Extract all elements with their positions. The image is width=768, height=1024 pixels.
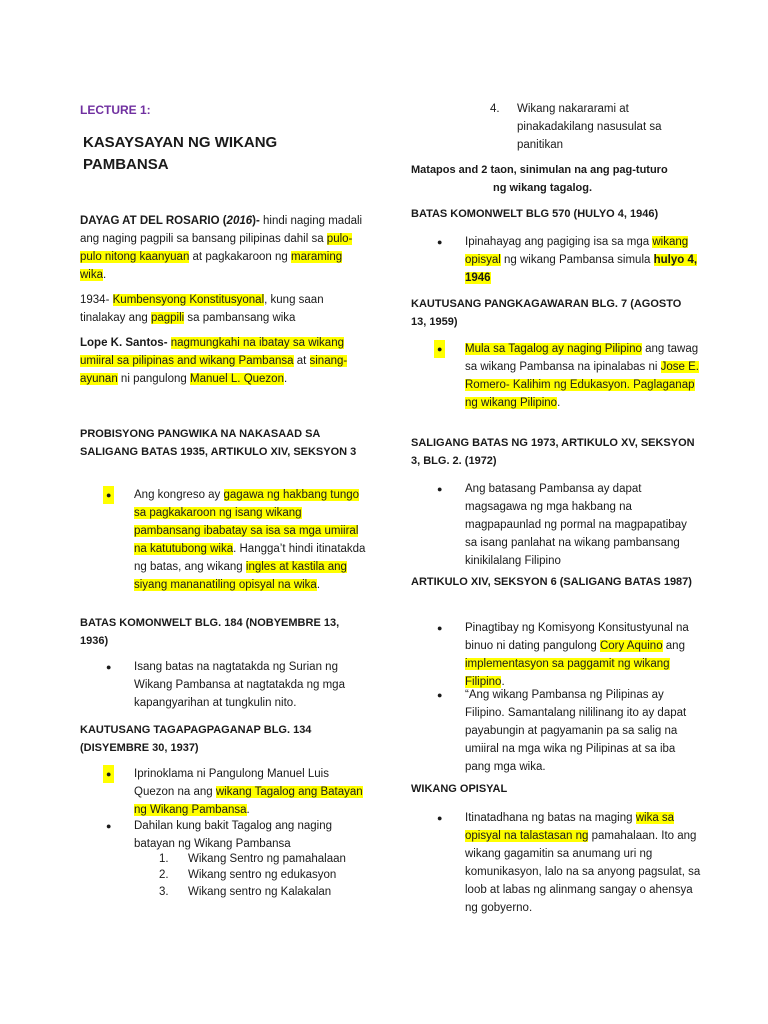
paragraph-text: , kung saan tinalakay ang	[80, 294, 324, 324]
bullet-text: . Hangga’t hindi itinatakda ng batas, ang wikang	[134, 543, 366, 573]
section-heading: BATAS KOMONWELT BLG 570 (HULYO 4, 1946)	[411, 208, 659, 220]
highlight: wikang opisyal	[465, 236, 689, 266]
item-text: Wikang sentro ng Kalakalan	[188, 886, 332, 898]
section-heading: ARTIKULO XIV, SEKSYON 6 (SALIGANG BATAS 1987)	[411, 576, 692, 588]
numbered-item	[411, 100, 697, 154]
highlight: hulyo 4, 1946	[465, 254, 698, 284]
highlight: pagpili	[150, 312, 185, 324]
bullet-text: .	[501, 676, 505, 688]
section-heading: SALIGANG BATAS NG 1973, ARTIKULO XV, SEKSYON 3, BLG. 2. (1972)	[411, 437, 695, 467]
bullet-icon: ●	[106, 821, 112, 831]
highlight: Jose E. Romero- Kalihim ng Edukasyon. Paglaganap ng wikang Pilipino	[465, 361, 699, 409]
bullet-item	[411, 619, 701, 691]
bullet-text: Ang batasang Pambansa ay dapat magsagawa ng mga hakbang na magpapaunlad ng pormal na magpapatibay sa isang panlahat na wikang pambansang kinikilalang Filipino	[465, 483, 687, 567]
highlight: implementasyon sa paggamit ng wikang Filipino	[465, 658, 670, 688]
bullet-icon: ●	[103, 765, 114, 783]
bullet-icon: ●	[437, 484, 443, 494]
bullet-text: Itinatadhana ng batas na maging	[465, 812, 636, 824]
bullet-text: Pinagtibay ng Komisyong Konsitustyunal na binuo ni dating pangulong	[465, 622, 689, 652]
highlight: wika sa opisyal na talastasan ng	[465, 812, 675, 842]
lecture-label: LECTURE 1:	[80, 103, 151, 117]
paragraph-text: hindi naging madali ang naging pagpili sa bansang pilipinas dahil sa	[80, 215, 363, 245]
bullet-icon: ●	[437, 813, 443, 823]
note-line-2: ng wikang tagalog.	[493, 182, 593, 194]
section-heading: WIKANG OPISYAL	[411, 783, 508, 795]
paragraph-text: ni pangulong	[117, 373, 190, 385]
bullet-icon: ●	[106, 662, 112, 672]
highlight: Manuel L. Quezon	[190, 373, 284, 385]
section-heading: PROBISYONG PANGWIKA NA NAKASAAD SA SALIGANG BATAS 1935, ARTIKULO XIV, SEKSYON 3	[80, 428, 357, 458]
paragraph-1934	[80, 291, 370, 327]
page-title	[83, 132, 343, 176]
bullet-icon: ●	[437, 623, 443, 633]
item-text: Wikang sentro ng edukasyon	[188, 869, 337, 881]
highlight: Cory Aquino	[599, 640, 663, 652]
bullet-text: Ang kongreso ay	[134, 489, 224, 501]
item-text: Wikang Sentro ng pamahalaan	[188, 853, 346, 865]
bullet-item	[411, 686, 701, 776]
bullet-text: ang	[662, 640, 685, 652]
numbered-item	[80, 866, 388, 884]
paragraph-dayag	[80, 212, 370, 284]
bullet-item	[80, 817, 370, 853]
paragraph-text: at pagkakaroon ng	[189, 251, 292, 263]
author-label: DAYAG AT DEL ROSARIO (	[80, 215, 227, 227]
paragraph-text: .	[103, 269, 107, 281]
bullet-item	[80, 486, 370, 594]
title-line-2: PAMBANSA	[83, 156, 169, 173]
bullet-item	[411, 340, 701, 412]
item-number: 2.	[159, 869, 169, 881]
bullet-icon: ●	[437, 690, 443, 700]
person-label: Lope K. Santos-	[80, 337, 168, 349]
highlight: Mula sa Tagalog ay naging Pilipino	[465, 343, 642, 355]
bullet-icon: ●	[434, 340, 445, 358]
note-line-1: Matapos and 2 taon, sinimulan na ang pag-tuturo	[411, 164, 668, 176]
section-heading: KAUTUSANG TAGAPAGPAGANAP BLG. 134 (DISYEMBRE 30, 1937)	[80, 724, 312, 754]
bullet-text: .	[246, 804, 250, 816]
highlight: sinang-ayunan	[80, 355, 348, 385]
highlight: gagawa ng hakbang tungo sa pagkakaroon ng isang wikang pambansang ibabatay sa isa sa mga umiiral na katutubong wika	[134, 489, 360, 555]
bullet-item	[411, 480, 701, 570]
bullet-text: Iprinoklama ni Pangulong Manuel Luis Quezon na ang	[134, 768, 329, 798]
paragraph-lope-santos	[80, 334, 370, 388]
bullet-text: Ipinahayag ang pagiging isa sa mga	[465, 236, 653, 248]
bullet-item	[80, 765, 370, 819]
bullet-text: ang tawag sa wikang Pambansa na ipinalabas ni	[465, 343, 699, 373]
author-year: 2016	[226, 215, 253, 227]
section-heading: KAUTUSANG PANGKAGAWARAN BLG. 7 (AGOSTO 13, 1959)	[411, 298, 682, 328]
highlight: pulo-pulo nitong kaanyuan	[80, 233, 353, 263]
bullet-text: “Ang wikang Pambansa ng Pilipinas ay Filipino. Samantalang nililinang ito ay dapat payabungin at pagyamanin pa sa salig na umiiral na mga wika ng Pilipinas at sa iba pang mga wika.	[465, 689, 687, 773]
item-number: 4.	[490, 103, 500, 115]
bullet-item	[80, 658, 370, 712]
bullet-text: pamahalaan. Ito ang wikang gagamitin sa anumang uri ng komunikasyon, lalo na sa anyong pagsulat, sa loob at labas ng alinmang sangay o ahensya ng gobyerno.	[465, 830, 701, 914]
highlight: maraming wika	[80, 251, 343, 281]
bullet-item	[411, 809, 701, 917]
note-paragraph	[411, 161, 701, 197]
bullet-text: .	[557, 397, 561, 409]
bullet-text: .	[316, 579, 321, 591]
paragraph-text: sa pambansang wika	[184, 312, 296, 324]
highlight: ingles at kastila ang siyang mananatiling opisyal na wika	[134, 561, 347, 591]
bullet-item	[411, 233, 701, 287]
bullet-text: ng wikang Pambansa simula	[500, 254, 654, 266]
title-line-1: KASAYSAYAN NG WIKANG	[83, 134, 278, 151]
item-text: Wikang nakararami at pinakadakilang nasusulat sa panitikan	[517, 103, 662, 151]
year-label: 1934-	[80, 294, 110, 306]
item-number: 1.	[159, 853, 169, 865]
highlight: wikang Tagalog ang Batayan ng Wikang Pambansa	[134, 786, 363, 816]
bullet-text: Isang batas na nagtatakda ng Surian ng Wikang Pambansa at nagtatakda ng mga kapangyarihan at tungkulin nito.	[134, 661, 345, 709]
bullet-icon: ●	[437, 237, 443, 247]
numbered-item	[80, 883, 388, 901]
bullet-text: Dahilan kung bakit Tagalog ang naging batayan ng Wikang Pambansa	[134, 820, 332, 850]
author-label-end: )-	[252, 215, 260, 227]
highlight: nagmungkahi na ibatay sa wikang umiiral sa pilipinas and wikang Pambansa	[80, 337, 344, 367]
bullet-icon: ●	[103, 486, 114, 504]
paragraph-text: at	[293, 355, 310, 367]
highlight: Kumbensyong Konstitusyonal	[112, 294, 265, 306]
item-number: 3.	[159, 886, 169, 898]
paragraph-text: .	[283, 373, 288, 385]
section-heading: BATAS KOMONWELT BLG. 184 (NOBYEMBRE 13, 1936)	[80, 617, 340, 647]
